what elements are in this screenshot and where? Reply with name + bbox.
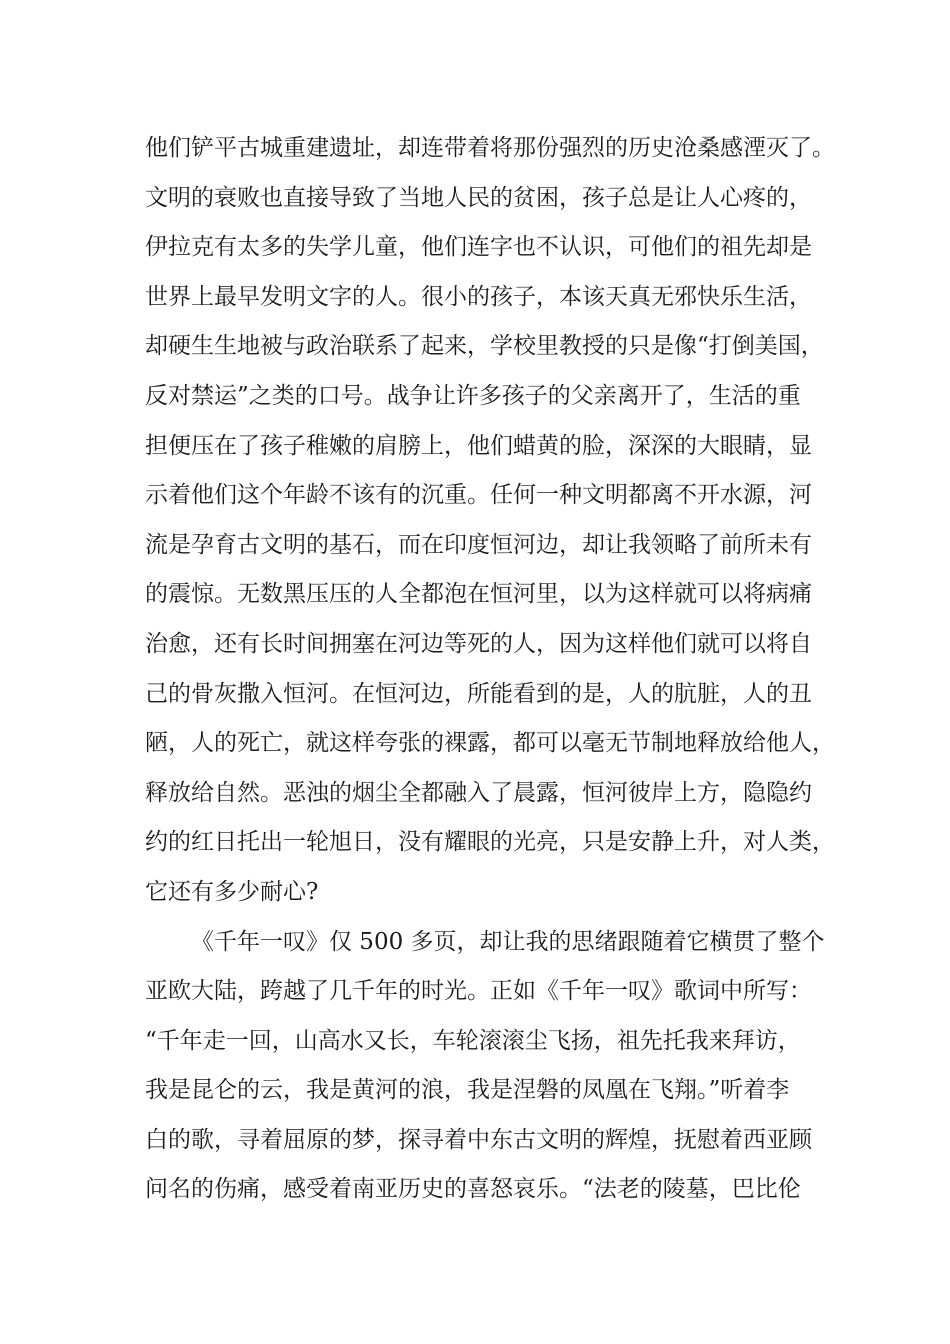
text-line: 我是昆仑的云，我是黄河的浪，我是涅磐的凤凰在飞翔。”听着李	[145, 1077, 790, 1104]
text-line: 担便压在了孩子稚嫩的肩膀上，他们蜡黄的脸，深深的大眼睛，显	[145, 432, 812, 459]
text-line: 约的红日托出一轮旭日，没有耀眼的光亮，只是安静上升，对人类，	[145, 829, 835, 856]
body-text	[145, 124, 835, 1215]
text-line: 他们铲平古城重建遗址，却连带着将那份强烈的历史沧桑感湮灭了。	[145, 135, 835, 161]
text-line: 陋，人的死亡，就这样夸张的裸露，都可以毫无节制地释放给他人，	[145, 730, 835, 757]
text-line: 却硬生生地被与政治联系了起来，学校里教授的只是像“打倒美国，	[145, 333, 824, 360]
text-line: 己的骨灰撒入恒河。在恒河边，所能看到的是，人的肮脏，人的丑	[145, 680, 812, 707]
paragraph-1	[145, 124, 835, 918]
text-line: 反对禁运”之类的口号。战争让许多孩子的父亲离开了，生活的重	[145, 382, 801, 409]
text-line: 亚欧大陆，跨越了几千年的时光。正如《千年一叹》歌词中所写：	[145, 978, 812, 1005]
text-line: “千年走一回，山高水又长，车轮滚滚尘飞扬，祖先托我来拜访，	[145, 1027, 801, 1054]
text-line: 它还有多少耐心?	[145, 878, 319, 905]
text-line: 流是孕育古文明的基石，而在印度恒河边，却让我领略了前所未有	[145, 531, 812, 558]
text-line: 示着他们这个年龄不该有的沉重。任何一种文明都离不开水源，河	[145, 482, 812, 509]
text-line: 治愈，还有长时间拥塞在河边等死的人，因为这样他们就可以将自	[145, 630, 812, 657]
text-line: 《千年一叹》仅 500 多页，却让我的思绪跟随着它横贯了整个	[191, 928, 825, 955]
text-line: 释放给自然。恶浊的烟尘全都融入了晨露，恒河彼岸上方，隐隐约	[145, 779, 812, 806]
text-line: 的震惊。无数黑压压的人全都泡在恒河里，以为这样就可以将病痛	[145, 581, 812, 608]
text-line: 白的歌，寻着屈原的梦，探寻着中东古文明的辉煌，抚慰着西亚顾	[145, 1126, 812, 1153]
text-line: 伊拉克有太多的失学儿童，他们连字也不认识，可他们的祖先却是	[145, 234, 812, 261]
text-line: 问名的伤痛，感受着南亚历史的喜怒哀乐。“法老的陵墓，巴比伦	[145, 1176, 801, 1203]
text-line: 世界上最早发明文字的人。很小的孩子，本该天真无邪快乐生活，	[145, 283, 812, 310]
paragraph-2	[145, 918, 825, 1216]
text-line: 文明的衰败也直接导致了当地人民的贫困，孩子总是让人心疼的，	[145, 184, 812, 211]
